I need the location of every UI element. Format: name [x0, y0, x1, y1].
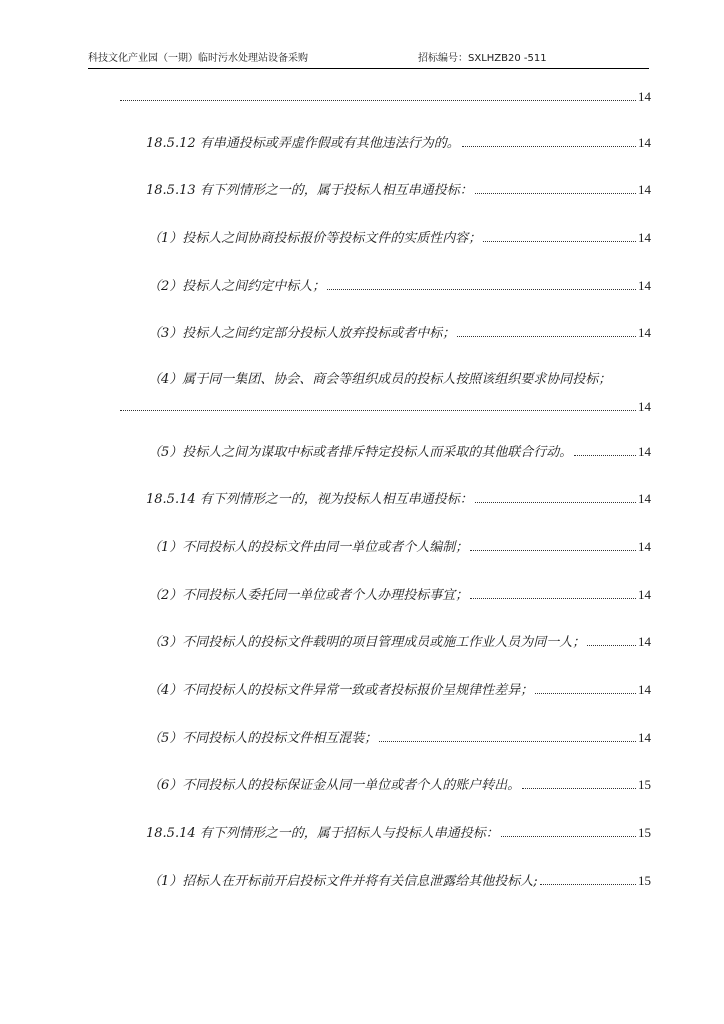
- toc-page-number: 14: [638, 730, 651, 745]
- toc-page-number: 14: [638, 634, 651, 649]
- toc-page-number: 15: [638, 777, 651, 792]
- toc-entry[interactable]: [148, 324, 651, 342]
- toc-page-number: 14: [638, 135, 651, 150]
- toc-page-number: 14: [638, 444, 651, 459]
- toc-entry-text: 18.5.12 有串通投标或弄虚作假或有其他违法行为的。: [146, 136, 460, 151]
- toc-entry-text: （6）不同投标人的投标保证金从同一单位或者个人的账户转出。: [148, 778, 521, 793]
- toc-entry-text: （3）不同投标人的投标文件载明的项目管理成员或施工作业人员为同一人；: [148, 635, 586, 650]
- toc-entry[interactable]: [148, 776, 651, 794]
- toc-entry[interactable]: [148, 229, 651, 247]
- toc-leader: [457, 336, 636, 337]
- toc-leader: [540, 884, 636, 885]
- toc-entry-text: （4）不同投标人的投标文件异常一致或者投标报价呈规律性差异；: [148, 683, 534, 698]
- toc-entry-text: 18.5.13 有下列情形之一的，属于投标人相互串通投标：: [146, 183, 473, 198]
- toc-page-number: 14: [638, 230, 651, 245]
- toc-entry-text: （1）招标人在开标前开启投标文件并将有关信息泄露给其他投标人;: [148, 874, 538, 889]
- toc-leader: [379, 741, 636, 742]
- toc-page-number: 14: [638, 682, 651, 697]
- header-tender-code: 招标编号：SXLHZB20 -511: [418, 53, 547, 64]
- toc-entry[interactable]: [146, 181, 651, 199]
- toc-page-number: 15: [638, 873, 651, 888]
- header-project-title: 科技文化产业园（一期）临时污水处理站设备采购: [88, 53, 308, 64]
- toc-page-number: 14: [638, 182, 651, 197]
- toc-entry-text: （2）投标人之间约定中标人；: [148, 279, 326, 294]
- toc-leader: [501, 836, 636, 837]
- toc-entry[interactable]: [148, 586, 651, 604]
- toc-entry[interactable]: [148, 277, 651, 295]
- toc-entry[interactable]: [148, 872, 651, 890]
- toc-entry[interactable]: [146, 824, 651, 842]
- toc-entry[interactable]: [148, 538, 651, 556]
- toc-page-number: 14: [638, 587, 651, 602]
- toc-leader: [483, 241, 636, 242]
- toc-entry-text: 18.5.14 有下列情形之一的，视为投标人相互串通投标：: [146, 492, 473, 507]
- toc-entry[interactable]: [148, 681, 651, 699]
- toc-leader: [120, 410, 636, 411]
- toc-leader: [587, 645, 636, 646]
- toc-entry[interactable]: [148, 443, 651, 461]
- toc-entry-text: （1）投标人之间协商投标报价等投标文件的实质性内容；: [148, 231, 482, 246]
- toc-leader: [462, 146, 636, 147]
- toc-leader: [327, 289, 636, 290]
- toc-leader: [574, 455, 636, 456]
- toc-entry[interactable]: [148, 633, 651, 651]
- toc-leader: [475, 193, 636, 194]
- toc-leader: [535, 693, 636, 694]
- toc-entry-text: 18.5.14 有下列情形之一的，属于招标人与投标人串通投标：: [146, 826, 499, 841]
- toc-leader: [522, 788, 636, 789]
- toc-page-number: 14: [638, 325, 651, 340]
- toc-entry-text: （2）不同投标人委托同一单位或者个人办理投标事宜；: [148, 588, 469, 603]
- toc-entry-text: （5）不同投标人的投标文件相互混装；: [148, 731, 378, 746]
- toc-leader: [120, 100, 636, 101]
- toc-entry-text-wrapped[interactable]: （4）属于同一集团、协会、商会等组织成员的投标人按照该组织要求协同投标；: [148, 372, 612, 387]
- toc-entry[interactable]: [118, 88, 651, 106]
- toc-entry-text: （3）投标人之间约定部分投标人放弃投标或者中标；: [148, 326, 456, 341]
- toc-page-number: 14: [638, 89, 651, 104]
- toc-entry-text: （5）投标人之间为谋取中标或者排斥特定投标人而采取的其他联合行动。: [148, 445, 573, 460]
- toc-entry[interactable]: [148, 729, 651, 747]
- toc-page-number: 14: [638, 491, 651, 506]
- toc-entry[interactable]: [146, 490, 651, 508]
- toc-page-number: 15: [638, 825, 651, 840]
- toc-page-number: 14: [638, 399, 651, 414]
- toc-entry-text: （1）不同投标人的投标文件由同一单位或者个人编制；: [148, 540, 469, 555]
- toc-entry[interactable]: [146, 134, 651, 152]
- toc-entry-continuation[interactable]: [118, 398, 651, 416]
- toc-page-number: 14: [638, 539, 651, 554]
- toc-leader: [470, 598, 636, 599]
- toc-leader: [475, 502, 636, 503]
- toc-leader: [470, 550, 636, 551]
- toc-page-number: 14: [638, 278, 651, 293]
